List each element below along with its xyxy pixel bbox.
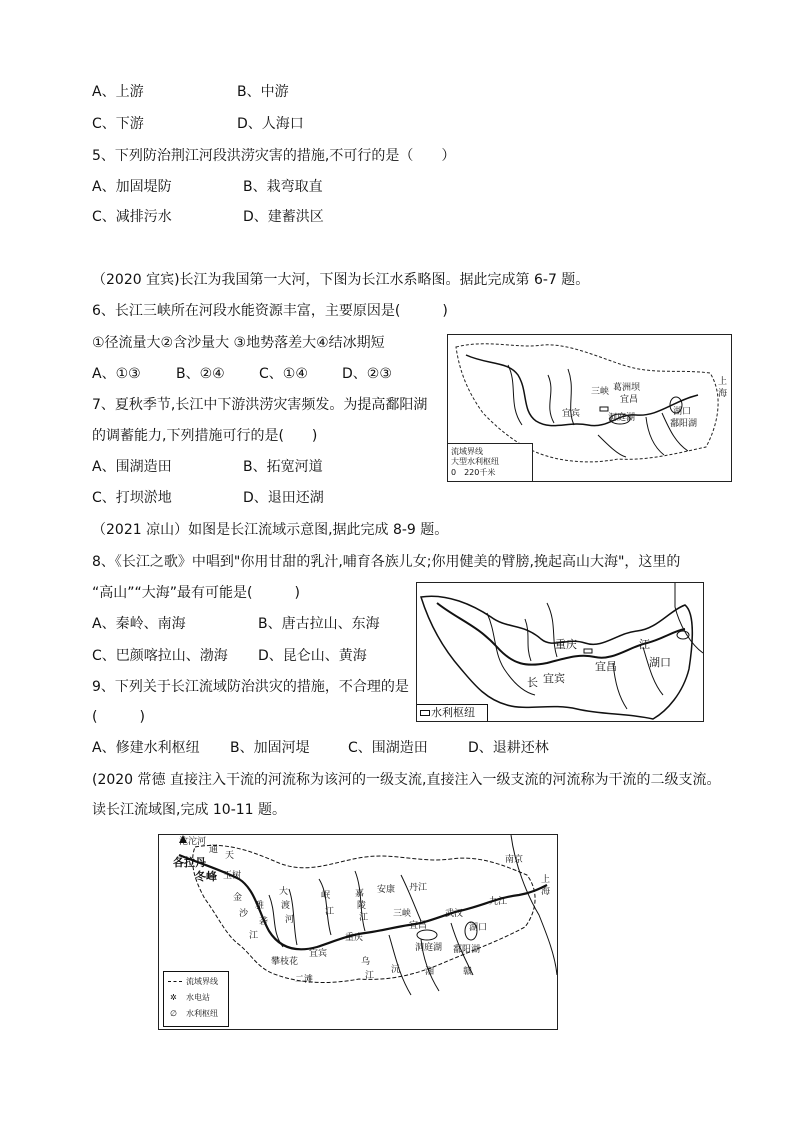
map1-legend-scale: 0 220千米	[451, 468, 496, 477]
map3-label-tian: 天	[225, 851, 235, 861]
map3-legend	[163, 971, 229, 1027]
question-8-stem-line2: “高山”“大海”最有可能是( )	[92, 585, 300, 601]
map2-label-yibin: 宜宾	[543, 672, 565, 685]
option-a: A、上游	[92, 84, 144, 100]
map3-label-min-1: 岷	[321, 891, 331, 901]
map3-label-da-1: 大	[279, 887, 289, 897]
intro-6-7: （2020 宜宾)长江为我国第一大河，下图为长江水系略图。据此完成第 6-7 题。	[92, 272, 590, 288]
map3-label-yichang: 宜昌	[409, 921, 428, 931]
map3-label-jialing-2: 陵	[357, 901, 367, 911]
q5-option-d: D、建蓄洪区	[243, 209, 324, 225]
map3-legend-station: 水电站	[186, 993, 210, 1002]
q7-option-a: A、围湖造田	[92, 459, 172, 475]
map3-label-xiang: 湘	[425, 967, 435, 977]
map1-label-shanghai-2: 海	[718, 389, 728, 399]
option-b: B、中游	[237, 84, 289, 100]
q9-option-b: B、加固河堤	[230, 740, 310, 756]
map3-label-chongqing: 重庆	[345, 933, 364, 943]
map3-label-da-2: 渡	[281, 901, 291, 911]
q7-option-c: C、打坝淤地	[92, 490, 172, 506]
q7-option-b: B、拓宽河道	[243, 459, 323, 475]
yangtze-basin-map	[416, 582, 704, 722]
intro-8-9: （2021 凉山）如图是长江流域示意图,据此完成 8-9 题。	[92, 522, 449, 538]
map3-label-ertan: 二滩	[295, 975, 314, 985]
hub-symbol-icon	[420, 710, 430, 716]
map1-label-shanghai-1: 上	[718, 377, 728, 387]
map3-label-panzhihua: 攀枝花	[271, 957, 299, 967]
question-9-stem: 9、下列关于长江流域防治洪灾的措施，不合理的是	[92, 679, 409, 695]
map3-label-ya-1: 雅	[255, 901, 265, 911]
q9-option-c: C、围湖造田	[348, 740, 428, 756]
option-c: C、下游	[92, 116, 144, 132]
map3-label-yibin: 宜宾	[309, 949, 328, 959]
q8-option-c: C、巴颜喀拉山、渤海	[92, 648, 228, 664]
map2-label-chang: 长	[527, 676, 538, 689]
map3-label-wu-jiang: 江	[365, 971, 375, 981]
question-5-stem: 5、下列防治荆江河段洪涝灾害的措施,不可行的是（ ）	[92, 148, 456, 164]
map3-label-da-3: 河	[285, 915, 295, 925]
map2-legend	[417, 704, 488, 722]
yangtze-basin-detail-map	[158, 834, 558, 1030]
map3-label-jialing-3: 江	[359, 913, 369, 923]
q7-option-d: D、退田还湖	[243, 490, 324, 506]
map2-label-yichang: 宜昌	[595, 660, 617, 673]
map3-label-shanghai-1: 上	[541, 875, 551, 885]
map1-label-hukou: 湖口	[673, 407, 692, 417]
map1-label-dongtinghu: 洞庭湖	[608, 413, 636, 423]
map3-label-geladandong-1: 各拉丹	[173, 856, 206, 869]
map3-label-jin-1: 金	[233, 893, 243, 903]
map3-label-geladandong-2: 冬峰	[195, 870, 217, 883]
q9-option-a: A、修建水利枢纽	[92, 740, 200, 756]
map3-label-min-2: 江	[325, 907, 335, 917]
map3-label-jialing-1: 嘉	[355, 889, 365, 899]
water-hub-icon: ∅	[170, 1009, 177, 1018]
map3-label-wuhan: 武汉	[445, 909, 464, 919]
q5-option-a: A、加固堤防	[92, 179, 172, 195]
hydropower-station-icon: ✲	[170, 993, 177, 1002]
map1-legend-hub: 大型水利枢纽	[451, 457, 499, 466]
map3-label-nanjing: 南京	[505, 855, 524, 865]
q8-option-a: A、秦岭、南海	[92, 616, 186, 632]
question-6-stem: 6、长江三峡所在河段水能资源丰富，主要原因是( )	[92, 303, 448, 319]
map3-legend-boundary: 流域界线	[186, 977, 218, 986]
map1-legend	[448, 443, 533, 482]
map2-legend-hub: 水利枢纽	[431, 706, 475, 719]
map2-label-chongqing: 重庆	[555, 638, 577, 651]
map3-legend-hub: 水利枢纽	[186, 1009, 218, 1018]
map1-legend-boundary: 流域界线	[451, 447, 483, 456]
map3-label-ya-2: 砻	[259, 917, 269, 927]
map3-label-jiujiang: 九江	[489, 897, 508, 907]
map1-label-yichang: 宜昌	[620, 395, 639, 405]
map3-label-tong: 通	[209, 845, 219, 855]
map3-label-yushu: 玉树	[223, 871, 242, 881]
map1-label-sanxia: 三峡	[591, 387, 610, 397]
yangtze-river-system-map	[447, 334, 732, 482]
map1-label-yibin: 宜宾	[562, 409, 581, 419]
map2-label-hukou: 湖口	[649, 656, 671, 669]
option-d: D、人海口	[237, 116, 304, 132]
intro-10-11-line2: 读长江流域图,完成 10-11 题。	[92, 802, 287, 818]
q8-option-d: D、昆仑山、黄海	[258, 648, 367, 664]
map3-label-yuan: 沅	[391, 965, 401, 975]
question-9-paren: ( )	[92, 709, 145, 725]
q6-option-a: A、①③	[92, 366, 141, 382]
map3-label-poyanghu: 鄱阳湖	[453, 945, 481, 955]
q9-option-d: D、退耕还林	[468, 740, 549, 756]
map2-label-jiang: 江	[639, 638, 650, 651]
map3-label-danjiang: 丹江	[409, 883, 428, 893]
map1-label-poyanghu: 鄱阳湖	[670, 419, 698, 429]
map3-label-gan: 赣	[463, 967, 473, 977]
map3-label-dongtinghu: 洞庭湖	[415, 943, 443, 953]
map3-label-tuotuohe: 沱沱河	[179, 837, 207, 847]
map3-label-jin-2: 沙	[239, 909, 249, 919]
map3-label-sanxia: 三峡	[393, 909, 412, 919]
q6-option-d: D、②③	[342, 366, 392, 382]
map1-label-gezhouba: 葛洲坝	[613, 383, 641, 393]
q6-option-c: C、①④	[259, 366, 308, 382]
q6-conditions: ①径流量大②含沙量大 ③地势落差大④结冰期短	[92, 335, 385, 351]
boundary-line-icon	[168, 981, 182, 982]
question-7-stem-line1: 7、夏秋季节,长江中下游洪涝灾害频发。为提高鄱阳湖	[92, 397, 428, 413]
q6-option-b: B、②④	[176, 366, 225, 382]
intro-10-11-line1: (2020 常德 直接注入干流的河流称为该河的一级支流,直接注入一级支流的河流称为干流的二级支流。	[92, 772, 721, 788]
q5-option-b: B、栽弯取直	[243, 179, 323, 195]
map3-label-shanghai-2: 海	[541, 887, 551, 897]
q8-option-b: B、唐古拉山、东海	[258, 616, 380, 632]
question-8-stem-line1: 8、《长江之歌》中唱到"你用甘甜的乳汁,哺育各族儿女;你用健美的臂膀,挽起高山大海"，这里的	[92, 554, 681, 570]
q5-option-c: C、减排污水	[92, 209, 172, 225]
map3-label-hukou: 湖口	[469, 923, 488, 933]
question-7-stem-line2: 的调蓄能力,下列措施可行的是( )	[92, 428, 318, 444]
map2-drawing	[417, 583, 703, 721]
map3-label-jin-3: 江	[249, 931, 259, 941]
map3-label-ankang: 安康	[377, 885, 396, 895]
map3-label-wu: 乌	[361, 957, 371, 967]
